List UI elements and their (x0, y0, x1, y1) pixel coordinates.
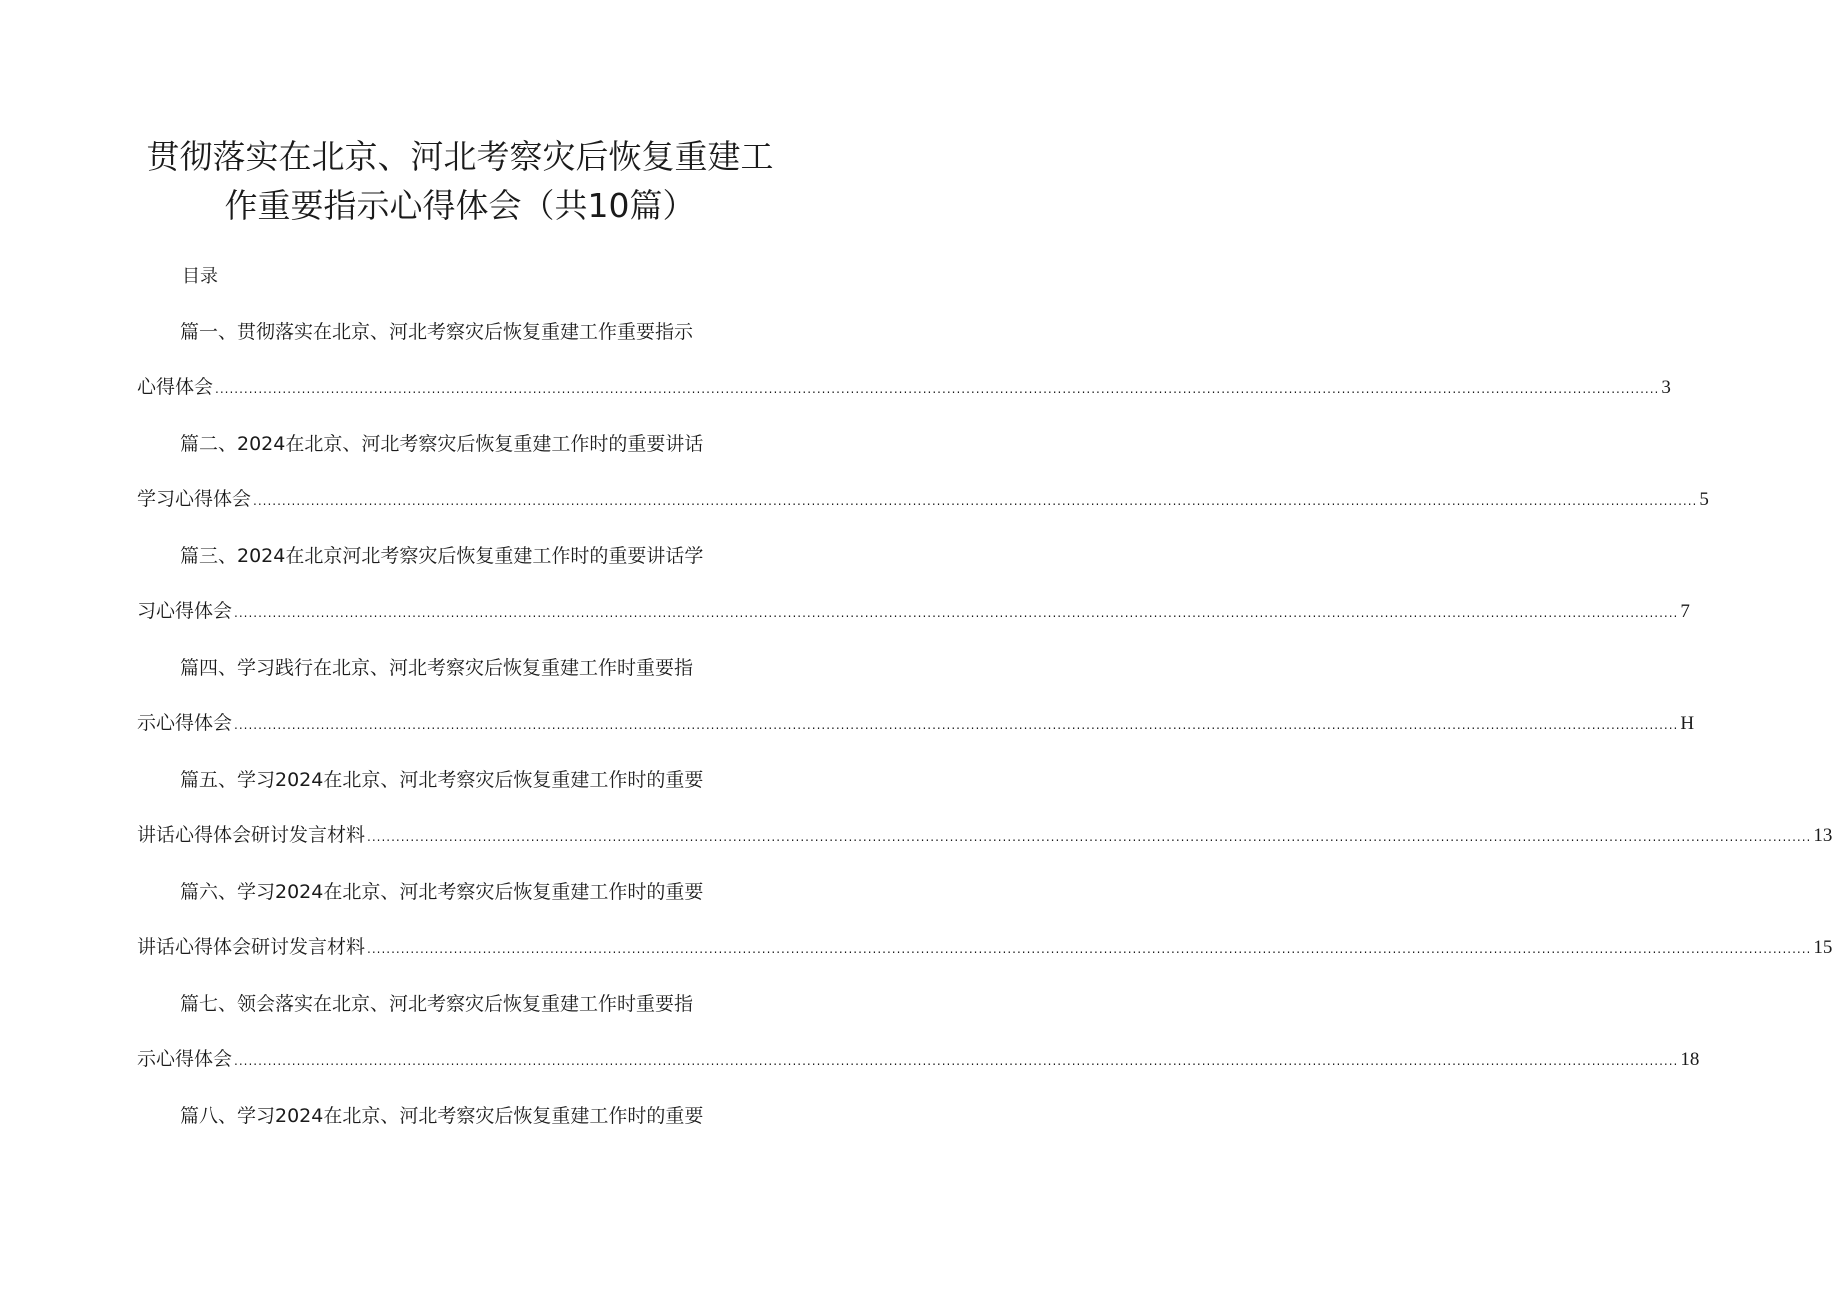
toc-entry-4-leader: ............................................................................................................................................................................................................................................................................................................ (234, 718, 1679, 732)
toc-entry-3-text: 习心得体会 (137, 600, 233, 622)
toc-entry-4-page: H (1680, 713, 1695, 734)
toc-entry-2-text: 学习心得体会 (137, 488, 252, 510)
toc-entry-3-line-2[interactable] (137, 597, 1690, 627)
toc-entry-5-leader: ............................................................................................................................................................................................................................................................................................................ (367, 830, 1812, 844)
toc-entry-6-leader: ............................................................................................................................................................................................................................................................................................................ (367, 942, 1812, 956)
toc-entry-5-line-1[interactable]: 篇五、学习2024在北京、河北考察灾后恢复重建工作时的重要 (180, 769, 704, 791)
toc-entry-5-page: 13 (1813, 825, 1832, 846)
toc-entry-3-leader: ............................................................................................................................................................................................................................................................................................................ (234, 606, 1679, 620)
toc-entry-7-line-2[interactable] (137, 1045, 1700, 1075)
toc-entry-1-page: 3 (1661, 377, 1671, 398)
toc-entry-1-line-1[interactable]: 篇一、贯彻落实在北京、河北考察灾后恢复重建工作重要指示 (180, 321, 694, 343)
toc-entry-6-line-1[interactable]: 篇六、学习2024在北京、河北考察灾后恢复重建工作时的重要 (180, 881, 704, 903)
toc-entry-2-line-2[interactable] (137, 485, 1709, 515)
toc-entry-5-text: 讲话心得体会研讨发言材料 (137, 824, 366, 846)
toc-entry-8-line-1[interactable]: 篇八、学习2024在北京、河北考察灾后恢复重建工作时的重要 (180, 1105, 704, 1127)
document-title-line-2: 作重要指示心得体会（共10篇） (224, 186, 696, 225)
toc-entry-4-text: 示心得体会 (137, 712, 233, 734)
toc-entry-2-line-1[interactable]: 篇二、2024在北京、河北考察灾后恢复重建工作时的重要讲话 (180, 433, 704, 455)
toc-entry-6-line-2[interactable] (137, 933, 1832, 963)
toc-entry-4-line-1[interactable]: 篇四、学习践行在北京、河北考察灾后恢复重建工作时重要指 (180, 657, 694, 679)
toc-entry-2-page: 5 (1699, 489, 1709, 510)
toc-entry-6-page: 15 (1813, 937, 1832, 958)
toc-entry-6-text: 讲话心得体会研讨发言材料 (137, 936, 366, 958)
toc-entry-2-leader: ............................................................................................................................................................................................................................................................................................................ (253, 494, 1698, 508)
toc-entry-7-leader: ............................................................................................................................................................................................................................................................................................................ (234, 1054, 1679, 1068)
toc-entry-3-line-1[interactable]: 篇三、2024在北京河北考察灾后恢复重建工作时的重要讲话学 (180, 545, 704, 567)
toc-entry-1-leader: ............................................................................................................................................................................................................................................................................................................ (215, 382, 1660, 396)
toc-entry-1-text: 心得体会 (137, 376, 214, 398)
toc-entry-4-line-2[interactable] (137, 709, 1695, 739)
toc-entry-5-line-2[interactable] (137, 821, 1832, 851)
toc-entry-1-line-2[interactable] (137, 373, 1671, 403)
toc-heading: 目录 (182, 266, 218, 287)
toc-entry-7-page: 18 (1680, 1049, 1700, 1070)
toc-entry-7-line-1[interactable]: 篇七、领会落实在北京、河北考察灾后恢复重建工作时重要指 (180, 993, 694, 1015)
document-title-line-1: 贯彻落实在北京、河北考察灾后恢复重建工 (146, 137, 774, 176)
toc-entry-3-page: 7 (1680, 601, 1690, 622)
toc-entry-7-text: 示心得体会 (137, 1048, 233, 1070)
